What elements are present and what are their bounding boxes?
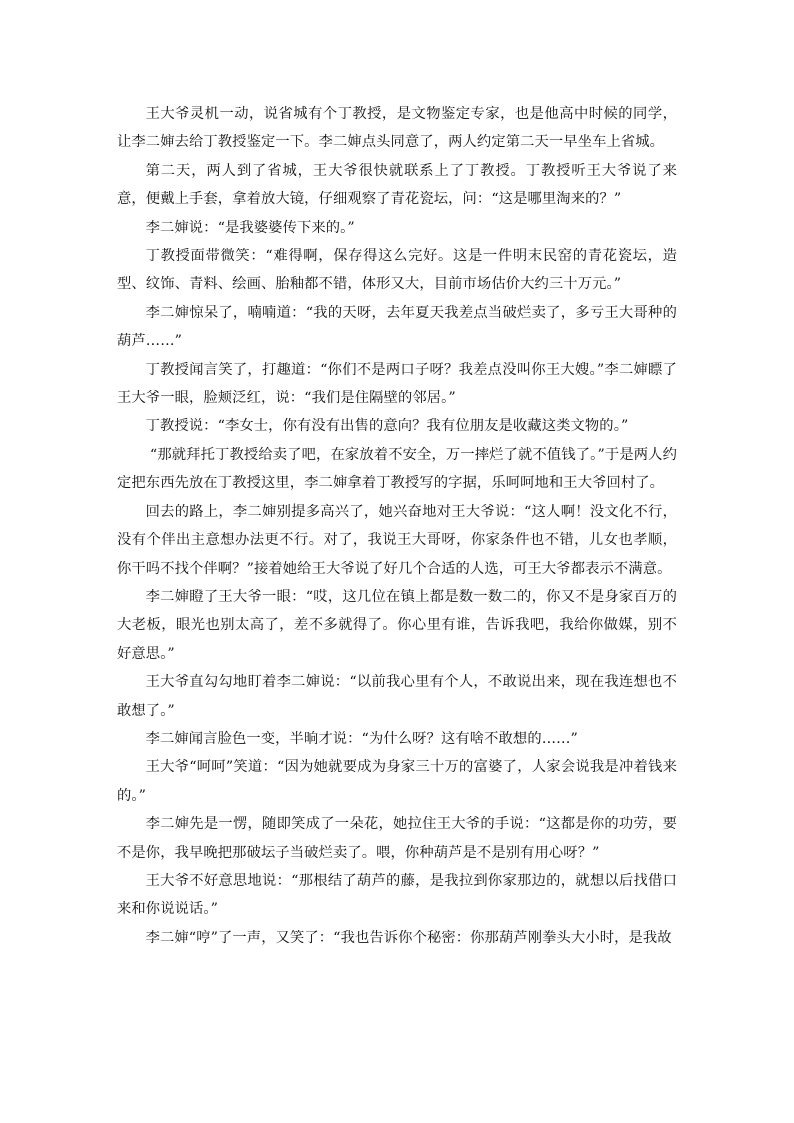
paragraph: 丁教授闻言笑了，打趣道：“你们不是两口子呀？我差点没叫你王大嫂。”李二婶瞟了王大爷一眼，脸颊泛红，说：“我们是住隔壁的邻居。” [117, 361, 677, 407]
paragraph: 王大爷“呵呵”笑道：“因为她就要成为身家三十万的富婆了，人家会说我是冲着钱来的。” [117, 759, 677, 804]
paragraph: 李二婶闻言脸色一变，半晌才说：“为什么呀？这有啥不敢想的……” [145, 730, 578, 747]
paragraph: 李二婶说：“是我婆婆传下来的。” [145, 219, 355, 236]
paragraph: 丁教授说：“李女士，你有没有出售的意向？我有位朋友是收藏这类文物的。” [145, 418, 629, 435]
paragraph: 李二婶先是一愣，随即笑成了一朵花，她拉住王大爷的手说：“这都是你的功劳，要不是你，我早晚把那破坛子当破烂卖了。喂，你种葫芦是不是别有用心呀？” [117, 816, 677, 861]
paragraph: “那就拜托丁教授给卖了吧，在家放着不安全，万一摔烂了就不值钱了。”于是两人约定把东西先放在丁教授这里，李二婶拿着丁教授写的字据，乐呵呵地和王大爷回村了。 [117, 446, 677, 492]
paragraph: 李二婶瞪了王大爷一眼：“哎，这几位在镇上都是数一数二的，你又不是身家百万的大老板，眼光也别太高了，差不多就得了。你心里有谁，告诉我吧，我给你做媒，别不好意思。” [117, 588, 677, 662]
story-text [117, 100, 677, 952]
paragraph: 李二婶“哼”了一声，又笑了：“我也告诉你个秘密：你那葫芦刚拳头大小时，是我故 [145, 929, 672, 946]
paragraph: 王大爷灵机一动，说省城有个丁教授，是文物鉴定专家，也是他高中时候的同学，让李二婶去给丁教授鉴定一下。李二婶点头同意了，两人约定第二天一早坐车上省城。 [117, 106, 677, 151]
paragraph: 李二婶惊呆了，喃喃道：“我的天呀，去年夏天我差点当破烂卖了，多亏王大哥种的葫芦……” [117, 304, 677, 350]
paragraph: 回去的路上，李二婶别提多高兴了，她兴奋地对王大爷说：“这人啊！没文化不行，没有个伴出主意想办法更不行。对了，我说王大哥呀，你家条件也不错，儿女也孝顺，你干吗不找个伴啊？”接着她给王大爷说了好几个合适的人选，可王大爷都表示不满意。 [117, 503, 677, 577]
paragraph: 第二天，两人到了省城，王大爷很快就联系上了丁教授。丁教授听王大爷说了来意，便戴上手套，拿着放大镜，仔细观察了青花瓷坛，问：“这是哪里淘来的？” [117, 162, 677, 208]
paragraph: 丁教授面带微笑：“难得啊，保存得这么完好。这是一件明末民窑的青花瓷坛，造型、纹饰、青料、绘画、胎釉都不错，体形又大，目前市场估价大约三十万元。” [117, 248, 677, 293]
paragraph: 王大爷不好意思地说：“那根结了葫芦的藤，是我拉到你家那边的，就想以后找借口来和你说说话。” [117, 872, 677, 918]
paragraph: 王大爷直勾勾地盯着李二婶说：“以前我心里有个人，不敢说出来，现在我连想也不敢想了。” [117, 674, 677, 719]
